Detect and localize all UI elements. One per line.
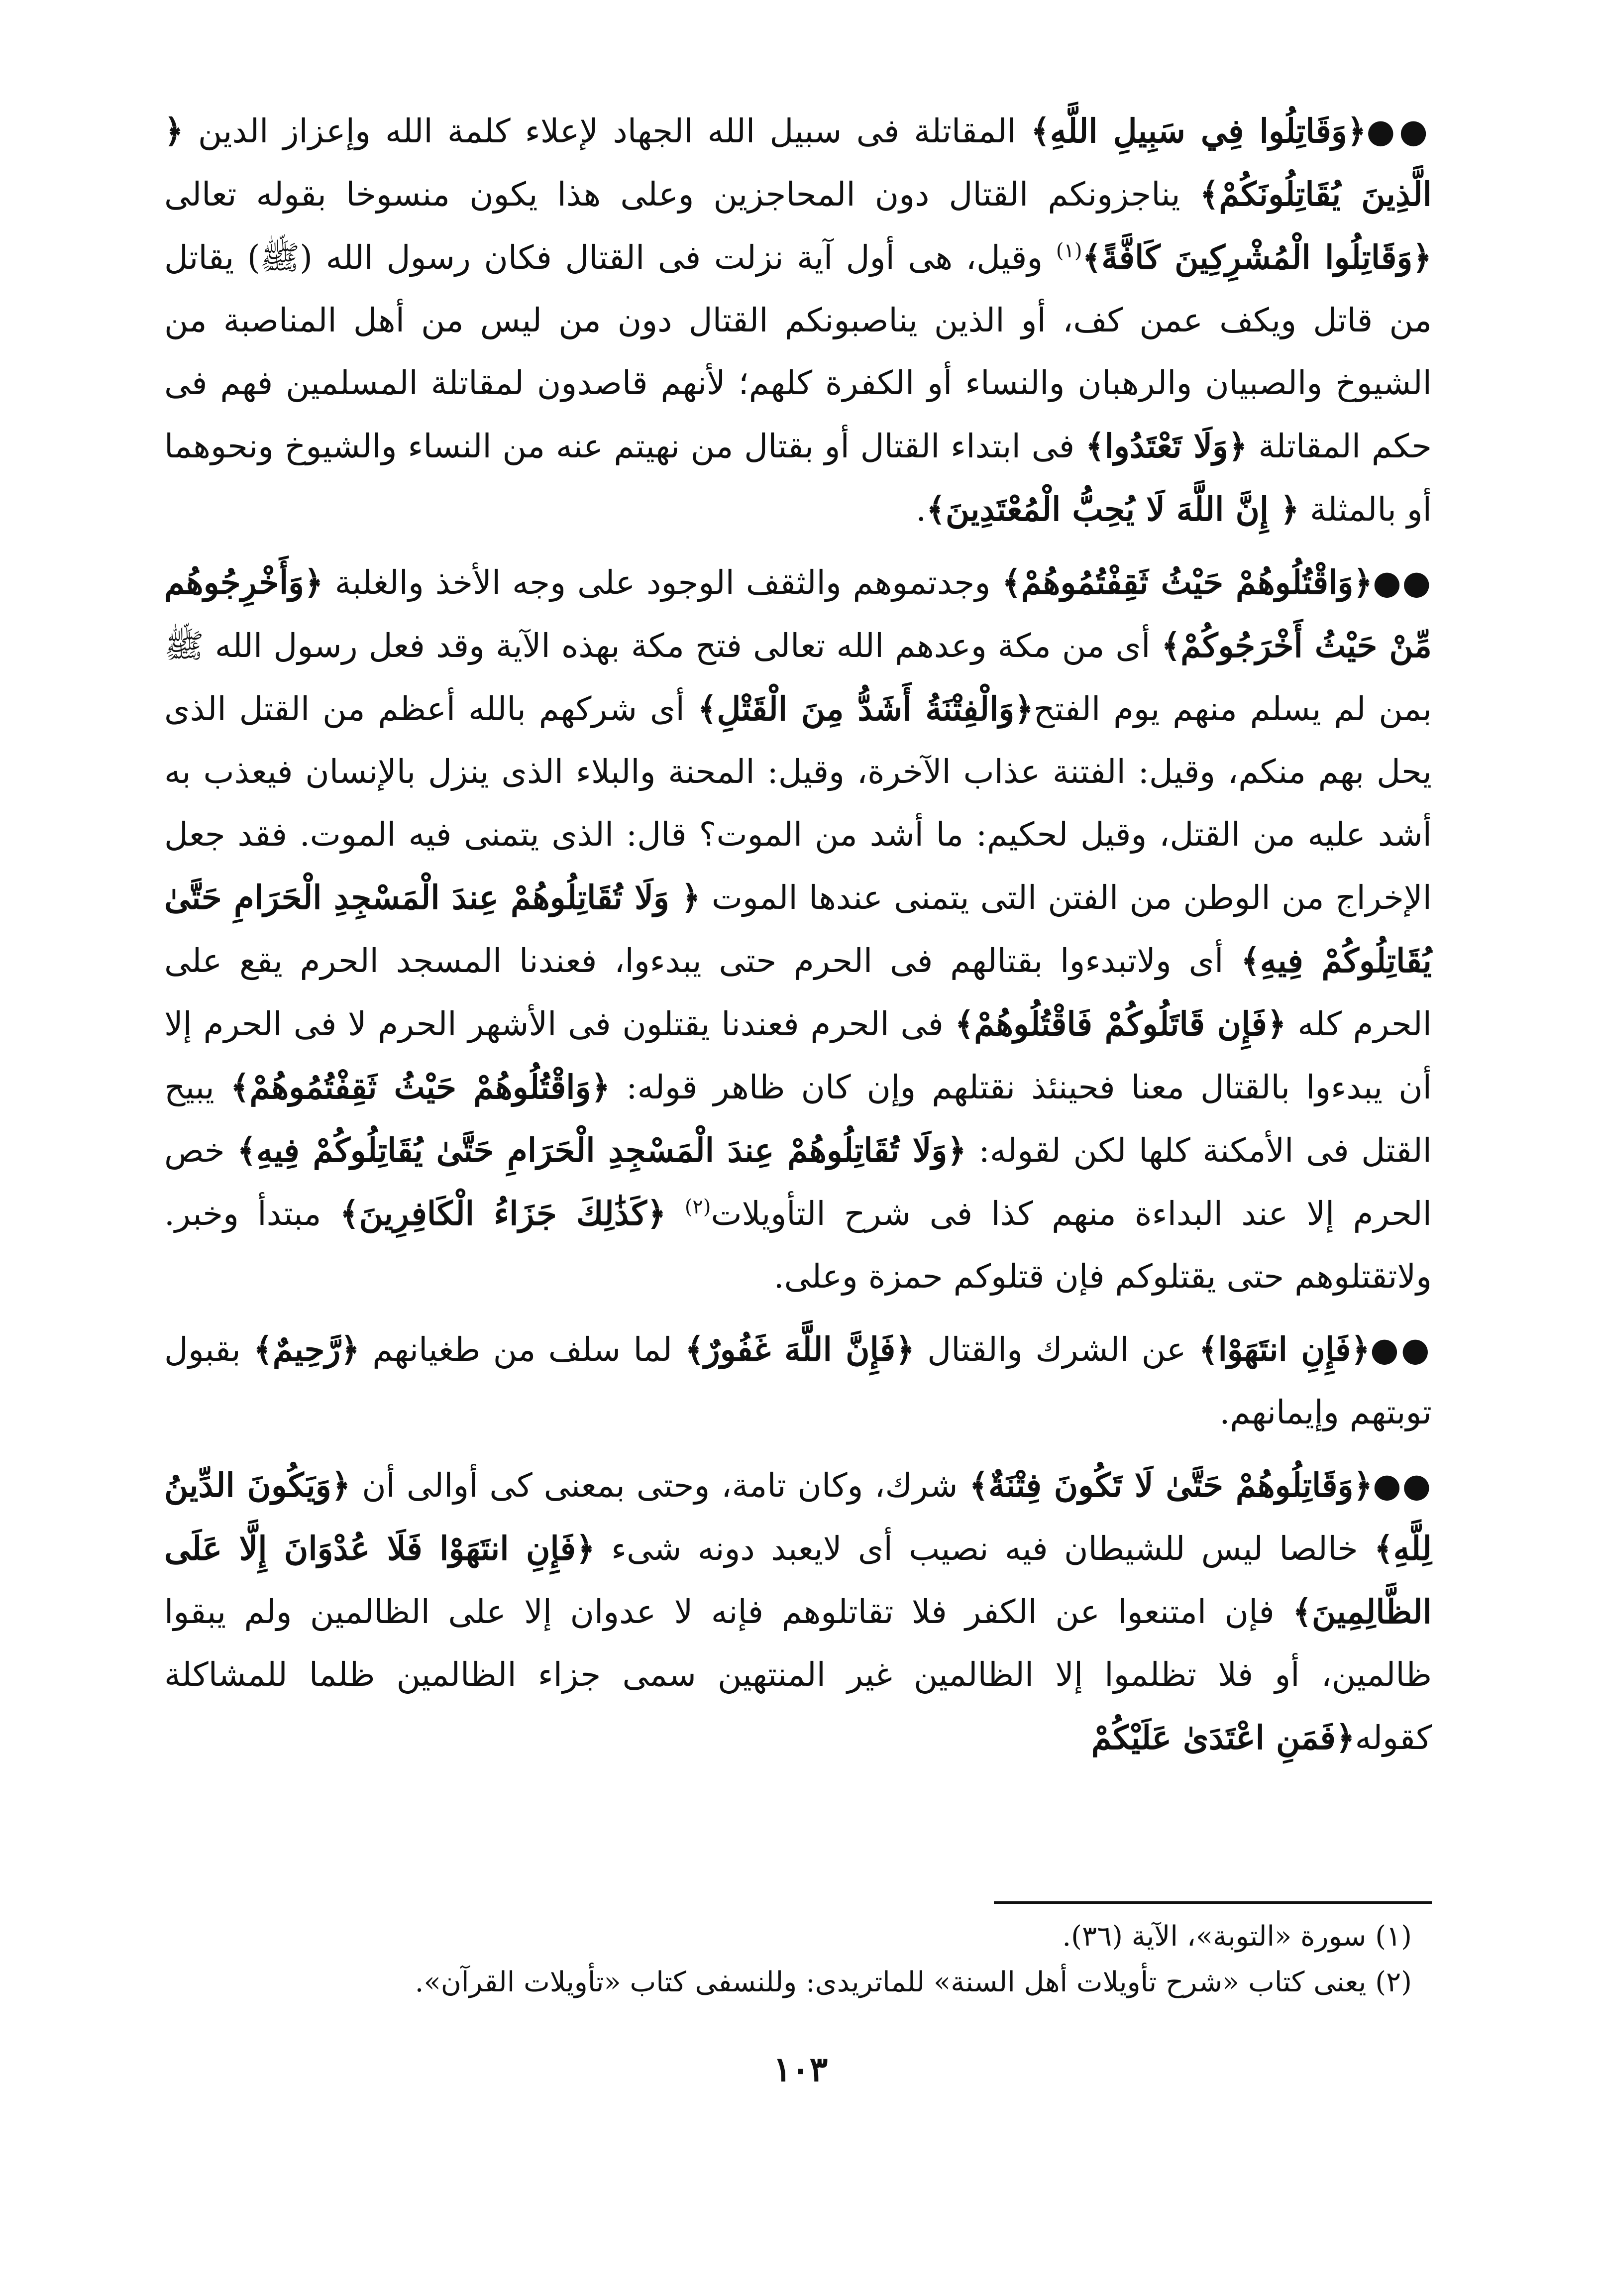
page-number: ١٠٣ [773,2050,828,2089]
commentary-text: يناجزونكم القتال دون المحاجزين وعلى هذا يكون منسوخا بقوله تعالى [164,175,1200,214]
commentary-text: أى ولاتبدءوا بقتالهم فى الحرم حتى يبدءوا، فعندنا المسجد الحرم يقع على الحرم كله [164,942,1432,1043]
commentary-text [666,1195,685,1233]
quran-verse: ﴿كَذَٰلِكَ جَزَاءُ الْكَافِرِينَ﴾ [339,1194,666,1233]
commentary-text: خص الحرم إلا عند البداءة منهم كذا فى شرح التأويلات [164,1131,1432,1233]
paragraph-bullet: ●● [1373,1466,1432,1505]
paragraph-bullet: ●● [1370,1330,1432,1369]
commentary-text: مبتدأ وخبر. ولاتقتلوهم حتى يقتلوكم فإن قتلوكم حمزة وعلى. [164,1195,1432,1296]
paragraph-bullet: ●● [1373,563,1432,602]
commentary-text: عن الشرك والقتال [914,1330,1199,1369]
quran-verse: ﴿ وَلَا تُقَاتِلُوهُمْ عِندَ الْمَسْجِدِ الْحَرَامِ حَتَّىٰ يُقَاتِلُوكُمْ فِيهِ﴾ [164,878,1432,980]
quran-verse: ﴿فَإِنِ انتَهَوْا﴾ [1198,1330,1371,1369]
commentary-text: . [916,490,927,529]
main-text-body [164,100,1432,1779]
commentary-text: وقيل، هى أول آية نزلت فى القتال فكان رسول الله (ﷺ) يقاتل من قاتل ويكف عمن كف، أو الذين يناصبونكم القتال دون من ليس من أهل المناصبة من الشيوخ والصبيان والرهبان والنساء أو الكفرة كلهم؛ لأنهم قاصدون لمقاتلة المسلمين فهم فى حكم المقاتلة [164,238,1432,465]
footnote-reference: (١) [1056,239,1082,262]
paragraph [164,100,1432,541]
commentary-text: المقاتلة فى سبيل الله الجهاد لإعلاء كلمة الله وإعزاز الدين [183,112,1031,150]
quran-verse: ﴿وَقَاتِلُوا الْمُشْرِكِينَ كَافَّةً﴾ [1082,238,1432,277]
quran-verse: ﴿وَقَاتِلُوهُمْ حَتَّىٰ لَا تَكُونَ فِتْنَةٌ﴾ [969,1466,1373,1505]
paragraph [164,1318,1432,1444]
commentary-text: لما سلف من طغيانهم [359,1330,685,1369]
footnotes [164,1914,1412,2005]
quran-verse: ﴿وَيَكُونَ الدِّينُ لِلَّهِ﴾ [164,1466,1432,1568]
paragraph [164,551,1432,1308]
quran-verse: ﴿وَلَا تُقَاتِلُوهُمْ عِندَ الْمَسْجِدِ الْحَرَامِ حَتَّىٰ يُقَاتِلُوكُمْ فِيهِ﴾ [237,1131,966,1170]
commentary-text: وجدتموهم والثقف الوجود على وجه الأخذ والغلبة [323,563,1002,602]
quran-verse: ﴿فَإِنَّ اللَّهَ غَفُورٌ﴾ [685,1330,915,1369]
commentary-text: بقبول توبتهم وإيمانهم. [164,1330,1432,1431]
quran-verse: ﴿وَاقْتُلُوهُمْ حَيْثُ ثَقِفْتُمُوهُمْ﴾ [230,1068,611,1106]
quran-verse: ﴿رَّحِيمٌ﴾ [253,1330,360,1369]
quran-verse: ﴿فَمَنِ اعْتَدَىٰ عَلَيْكُمْ [1091,1718,1355,1757]
quran-verse: ﴿وَاقْتُلُوهُمْ حَيْثُ ثَقِفْتُمُوهُمْ﴾ [1002,563,1373,602]
quran-verse: ﴿وَلَا تَعْتَدُوا﴾ [1085,427,1248,465]
quran-verse: ﴿فَإِنِ انتَهَوْا فَلَا عُدْوَانَ إِلَّا عَلَى الظَّالِمِينَ﴾ [164,1529,1432,1631]
footnote-2: (٢) يعنى كتاب «شرح تأويلات أهل السنة» للماتريدى: وللنسفى كتاب «تأويلات القرآن». [415,1966,1412,1998]
footnote-divider [994,1901,1432,1904]
paragraph [164,1454,1432,1769]
commentary-text: خالصا ليس للشيطان فيه نصيب أى لايعبد دونه شىء [595,1530,1374,1568]
footnote-reference: (٢) [684,1196,711,1218]
quran-verse: ﴿ الَّذِينَ يُقَاتِلُونَكُمْ﴾ [164,111,1432,214]
commentary-text: فى الحرم فعندنا يقتلون فى الأشهر الحرم لا فى الحرم إلا أن يبدءوا بالقتال معنا فحينئذ نقتلهم وإن كان ظاهر قوله: [164,1005,1432,1106]
quran-verse: ﴿وَأَخْرِجُوهُم مِّنْ حَيْثُ أَخْرَجُوكُمْ﴾ [164,563,1432,665]
commentary-text: أى شركهم بالله أعظم من القتل الذى يحل بهم منكم، وقيل: الفتنة عذاب الآخرة، وقيل: المحنة والبلاء الذى ينزل بالإنسان فيعذب به أشد عليه من القتل، وقيل لحكيم: ما أشد من الموت؟ قال: الذى يتمنى فيه الموت. فقد جعل الإخراج من الوطن من الفتن التى يتمنى عندها الموت [164,690,1432,917]
commentary-text: فى ابتداء القتال أو بقتال من نهيتم عنه من النساء والشيوخ ونحوهما أو بالمثلة [164,427,1432,529]
paragraph-bullet: ●● [1366,111,1432,150]
quran-verse: ﴿ إِنَّ اللَّهَ لَا يُحِبُّ الْمُعْتَدِينَ﴾ [926,490,1299,529]
quran-verse: ﴿وَقَاتِلُوا فِي سَبِيلِ اللَّهِ﴾ [1031,111,1367,150]
commentary-text: شرك، وكان تامة، وحتى بمعنى كى أوالى أن [350,1466,969,1505]
quran-verse: ﴿وَالْفِتْنَةُ أَشَدُّ مِنَ الْقَتْلِ﴾ [697,689,1034,728]
commentary-text: يبيح القتل فى الأمكنة كلها لكن لقوله: [164,1068,1432,1170]
commentary-text: فإن امتنعوا عن الكفر فلا تقاتلوهم فإنه لا عدوان إلا على الظالمين ولم يبقوا ظالمين، أو فلا تظلموا إلا الظالمين غير المنتهين سمى جزاء الظالمين ظلما للمشاكلة كقوله [164,1593,1432,1757]
commentary-text: أى من مكة وعدهم الله تعالى فتح مكة بهذه الآية وقد فعل رسول الله ﷺ بمن لم يسلم منهم يوم الفتح [164,627,1432,728]
quran-verse: ﴿فَإِن قَاتَلُوكُمْ فَاقْتُلُوهُمْ﴾ [955,1004,1286,1043]
footnote-1: (١) سورة «التوبة»، الآية (٣٦). [1062,1920,1412,1953]
